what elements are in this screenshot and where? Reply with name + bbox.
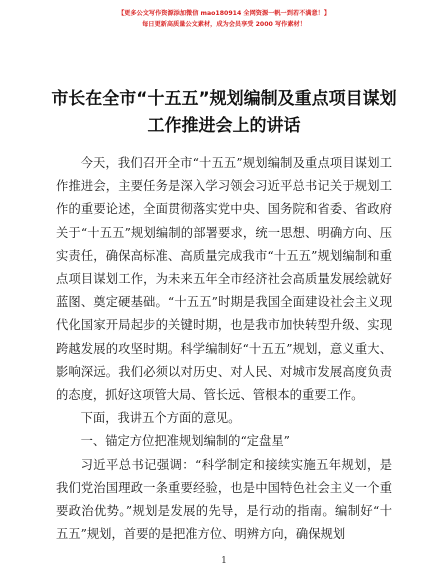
promo-banner	[0, 8, 448, 30]
section-heading-1: 一、锚定方位把准规划编制的“定盘星”	[80, 434, 290, 449]
paragraph-outline: 下面，我讲五个方面的意见。	[80, 411, 241, 426]
promo-banner-line-2: 每日更新高质量公文素材，成为会员享受 2000 写作素材！	[142, 21, 306, 28]
promo-banner-line-1: 【更多公文写作资源添加微信 mao180914 全网资源一帆一到若不满意！】	[117, 10, 331, 17]
document-title: 市长在全市“十五五”规划编制及重点项目谋划工作推进会上的讲话	[51, 89, 397, 136]
document-body	[56, 152, 392, 546]
page-number: 1	[221, 556, 227, 566]
paragraph-section-1: 习近平总书记强调：“科学制定和接续实施五年规划，是我们党治国理政一条重要经验，也是中国特色社会主义一个重要政治优势。”规划是发展的先导，是行动的指南。编制好“十五五”规划，首要的是把准方位、明辨方向，确保规划	[56, 457, 392, 542]
paragraph-intro: 今天，我们召开全市“十五五”规划编制及重点项目谋划工作推进会，主要任务是深入学习领会习近平总书记关于规划工作的重要论述，全面贯彻落实党中央、国务院和省委、省政府关于“十五五”规划编制的部署要求，统一思想、明确方向、压实责任，确保高标准、高质量完成我市“十五五”规划编制和重点项目谋划工作，为未来五年全市经济社会高质量发展绘就好蓝图、奠定硬基础。“十五五”时期是我国全面建设社会主义现代化国家开局起步的关键时期，也是我市加快转型升级、实现跨越发展的攻坚时期。科学编制好“十五五”规划，意义重大、影响深远。我们必须以对历史、对人民、对城市发展高度负责的态度，抓好这项管大局、管长远、管根本的重要工作。	[56, 156, 392, 403]
